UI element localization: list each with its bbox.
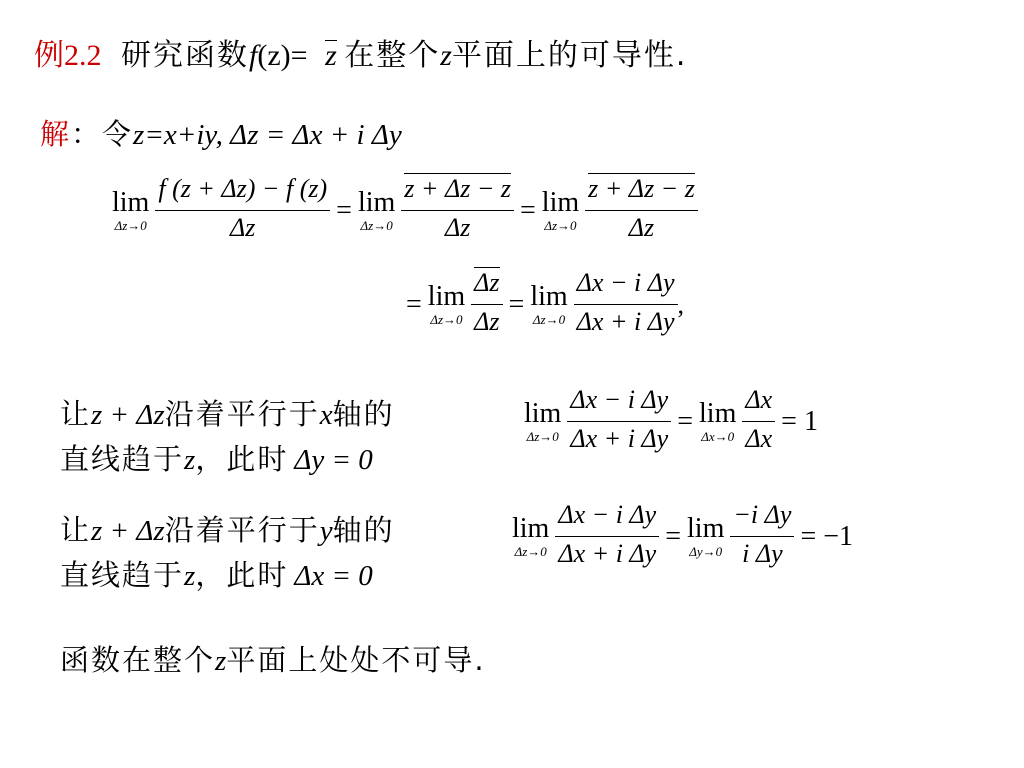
equation-row-2 <box>400 266 684 343</box>
case2-var-z: z <box>184 560 196 592</box>
lim-sub: Δz→0 <box>430 312 463 327</box>
limit-c2b <box>687 514 724 559</box>
limit-c1b <box>699 399 736 444</box>
fraction-denominator: Δx + i Δy <box>558 539 657 568</box>
case2-text <box>60 508 395 598</box>
slide-title <box>34 30 687 74</box>
trailing-comma: , <box>677 289 685 319</box>
fraction-denominator: Δz <box>628 213 655 242</box>
fraction-numerator <box>471 266 502 304</box>
limit-c2a <box>512 514 549 559</box>
limit-c1a <box>524 399 561 444</box>
title-text-pre: 研究函数 <box>121 38 249 73</box>
case1-text-d: 直线趋于 <box>60 442 185 476</box>
fraction-4 <box>471 266 502 343</box>
fraction-5 <box>574 266 678 343</box>
fraction-c1b <box>742 383 775 460</box>
let-text: 令 <box>102 117 134 151</box>
lim-word: lim <box>541 187 580 218</box>
case1-math: z + Δz <box>91 399 165 431</box>
fraction-denominator: Δx <box>745 424 773 453</box>
case1-formula <box>524 383 824 460</box>
lim-sub: Δz→0 <box>532 312 566 327</box>
case1-result: = 1 <box>781 405 818 437</box>
fraction-1 <box>155 172 330 249</box>
fraction-numerator <box>401 172 514 210</box>
example-label: 例2.2 <box>34 39 102 72</box>
lim-word: lim <box>512 513 550 544</box>
lim-sub: Δz→0 <box>526 429 559 444</box>
equals-sign: = <box>508 288 525 320</box>
case2-var: y <box>319 515 333 547</box>
case2-line1 <box>60 508 395 553</box>
fraction-numerator: f (z + Δz) − f (z) <box>158 174 328 203</box>
fraction-c2a <box>555 498 659 575</box>
solution-label: 解 <box>40 117 72 151</box>
case2-result: = −1 <box>800 520 854 552</box>
title-text-mid: 在整个 <box>344 38 441 73</box>
lim-word: lim <box>427 281 466 312</box>
conjugate-expression: z + Δz − z <box>588 174 695 203</box>
case1-text-c: 轴的 <box>332 397 395 431</box>
conclusion-var: z <box>215 645 227 677</box>
lim-word: lim <box>357 187 396 218</box>
equation-row-1 <box>112 172 698 249</box>
title-text-post: 平面上的可导性. <box>451 38 688 73</box>
lim-word: lim <box>530 281 568 312</box>
fraction-3 <box>585 172 698 249</box>
case1-text-b: 沿着平行于 <box>164 397 320 431</box>
conjugate-expression: Δz <box>474 268 500 297</box>
case1-var-z: z <box>184 444 196 476</box>
fraction-numerator: Δx − i Δy <box>570 385 669 414</box>
fraction-denominator: Δz <box>474 307 500 336</box>
case2-text-d: 直线趋于 <box>60 558 185 592</box>
conclusion-text-a: 函数在整个 <box>60 643 216 677</box>
lim-word: lim <box>687 513 725 544</box>
case1-text-e: ，此时 <box>195 442 289 476</box>
limit-1 <box>112 188 149 233</box>
case2-line2 <box>60 553 395 598</box>
limit-5 <box>530 282 567 327</box>
equals-sign: = <box>677 405 694 437</box>
case2-text-b: 沿着平行于 <box>164 513 320 547</box>
fraction-numerator: −i Δy <box>733 500 792 529</box>
let-math: z=x+iy, Δz = Δx + i Δy <box>133 119 402 151</box>
lim-sub: Δz→0 <box>114 218 147 233</box>
fraction-denominator: Δz <box>444 213 471 242</box>
fraction-denominator: Δx + i Δy <box>570 424 669 453</box>
title-paren-z: (z)= <box>257 39 308 72</box>
lim-word: lim <box>112 187 150 218</box>
lim-sub: Δz→0 <box>544 218 577 233</box>
lim-sub: Δz→0 <box>360 218 393 233</box>
fraction-c2b <box>730 498 794 575</box>
equals-sign: = <box>406 288 422 320</box>
fraction-denominator: Δx + i Δy <box>576 307 675 336</box>
case2-condition: Δx = 0 <box>294 560 373 592</box>
title-zbar: z <box>325 39 337 72</box>
case1-line2 <box>60 437 395 482</box>
fraction-denominator: i Δy <box>742 539 783 568</box>
equals-sign: = <box>336 194 352 226</box>
conjugate-expression: z + Δz − z <box>404 174 511 203</box>
case2-text-e: ，此时 <box>195 558 289 592</box>
equals-sign: = <box>520 194 536 226</box>
solution-colon: ： <box>71 117 103 151</box>
lim-word: lim <box>699 398 737 429</box>
lim-sub: Δy→0 <box>689 544 723 559</box>
case2-text-c: 轴的 <box>332 513 395 547</box>
fraction-denominator: Δz <box>230 213 256 242</box>
fraction-2 <box>401 172 514 249</box>
fraction-c1a <box>567 383 671 460</box>
equals-sign: = <box>665 520 682 552</box>
lim-sub: Δx→0 <box>701 429 735 444</box>
limit-4 <box>428 282 465 327</box>
lim-sub: Δz→0 <box>514 544 547 559</box>
case1-text-a: 让 <box>60 397 92 431</box>
title-f: f <box>249 39 258 72</box>
case2-text-a: 让 <box>60 513 92 547</box>
case1-var: x <box>319 399 333 431</box>
case2-math: z + Δz <box>91 515 165 547</box>
fraction-numerator: Δx − i Δy <box>576 268 675 297</box>
fraction-numerator: Δx − i Δy <box>558 500 657 529</box>
case1-condition: Δy = 0 <box>294 444 373 476</box>
title-z: z <box>440 39 452 72</box>
case1-line1 <box>60 392 395 437</box>
case1-text <box>60 392 395 482</box>
conclusion-text-b: 平面上处处不可导. <box>226 643 486 677</box>
solution-line <box>40 112 402 153</box>
conclusion <box>60 638 486 679</box>
lim-word: lim <box>524 398 562 429</box>
limit-3 <box>542 188 579 233</box>
fraction-numerator <box>585 172 698 210</box>
case2-formula <box>512 498 859 575</box>
fraction-numerator: Δx <box>745 385 773 414</box>
limit-2 <box>358 188 395 233</box>
